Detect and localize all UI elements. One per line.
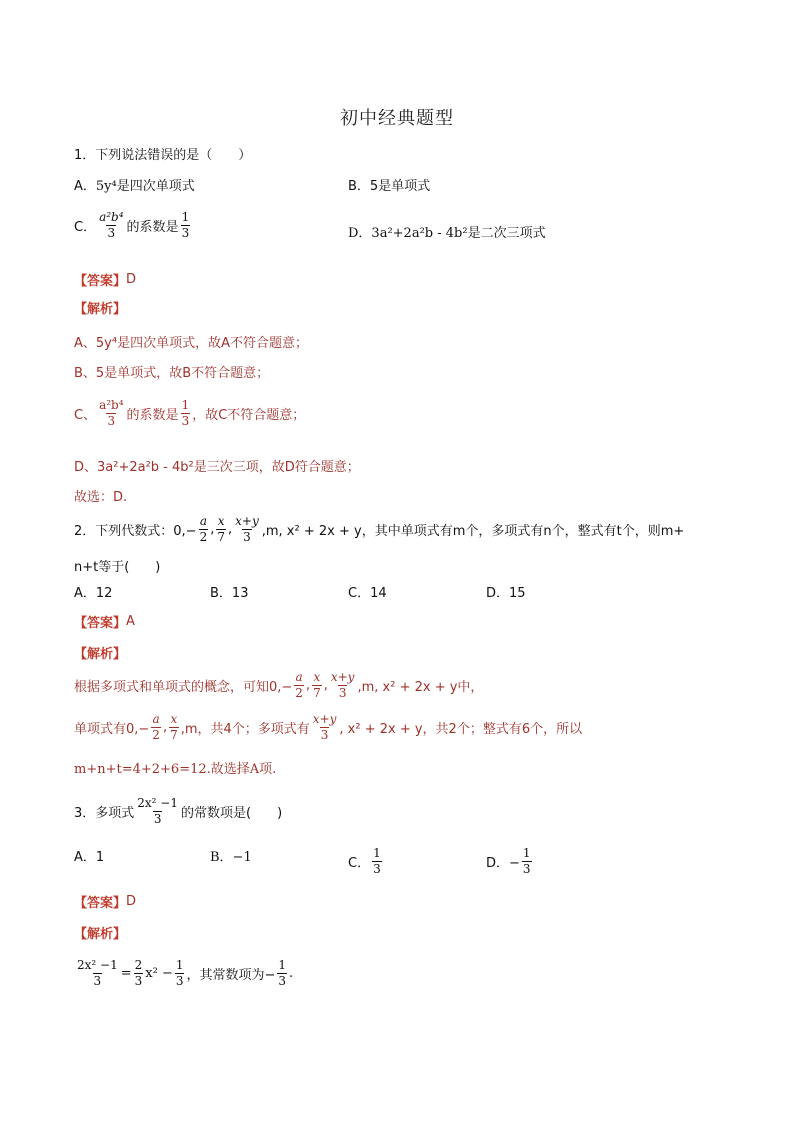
q1-option-a	[74, 175, 195, 194]
analysis-line: B、5是单项式，故B不符合题意；	[74, 366, 270, 381]
q2-analysis-3	[74, 758, 276, 777]
question-1-stem	[74, 144, 251, 163]
fraction-denominator: 3	[153, 812, 162, 826]
q1-conclusion	[74, 486, 127, 505]
question-2-text: ,m, x² + 2x + y，其中单项式有m个，多项式有n个，整式有t个，则m+	[261, 524, 685, 539]
fraction-numerator: x	[170, 712, 178, 726]
equals-sign: =	[120, 966, 132, 981]
q2-fraction	[234, 514, 260, 545]
question-3-stem	[74, 796, 282, 827]
fraction-numerator: a²b⁴	[99, 210, 124, 224]
q3-option-d-fraction	[522, 846, 532, 877]
q1-analysis-tag	[74, 298, 126, 317]
fraction-numerator: 1	[175, 958, 184, 972]
question-3-text: 的常数项是( )	[181, 806, 283, 821]
fraction-denominator: 3	[181, 226, 190, 240]
analysis-fraction	[181, 398, 191, 429]
q3-fraction	[136, 796, 179, 827]
q3-option-c-label: C．	[348, 856, 371, 871]
solution-fraction	[277, 958, 287, 989]
analysis-text: 的系数是	[126, 408, 179, 423]
analysis-text: ,m, x² + 2x + y中，	[357, 680, 484, 695]
fraction-numerator: a²b⁴	[99, 398, 124, 412]
answer-value: D	[126, 894, 137, 909]
question-1-text: 1．下列说法错误的是（ ）	[74, 148, 252, 163]
fraction-denominator: 3	[175, 974, 184, 988]
fraction-denominator: 3	[134, 974, 143, 988]
fraction-denominator: 7	[217, 530, 225, 544]
q2-option-d	[486, 582, 526, 601]
q3-option-b-text: B．−1	[210, 850, 252, 865]
analysis-text: , x² + 2x + y，共2个；整式有6个，所以	[339, 722, 583, 737]
analysis-fraction	[294, 670, 304, 701]
solution-fraction	[134, 958, 144, 989]
answer-tag: 【答案】	[74, 274, 127, 289]
question-2-stem: 2．下列代数式：0,− $\frac{a}{2}$ , $\frac{x}{7}$ , $\frac{x+y}{3}$ ,m, x² + 2x + y，其中单项式有m个，多项式有n个，整式有t个，则m+	[74, 514, 685, 544]
solution-term: x² −	[145, 966, 173, 981]
q1-answer	[74, 270, 136, 289]
q1-analysis-a	[74, 332, 308, 351]
q1-option-c-coef	[181, 210, 191, 241]
analysis-fraction	[312, 712, 338, 743]
answer-value: D	[126, 272, 137, 287]
q1-option-b-text: B．5是单项式	[348, 179, 431, 194]
fraction-denominator: 2	[295, 686, 303, 700]
fraction-numerator: 1	[522, 846, 531, 860]
q2-option-a-text: A．12	[74, 586, 113, 601]
q2-option-b-text: B．13	[210, 586, 249, 601]
fraction-numerator: a	[295, 670, 303, 684]
solution-fraction	[175, 958, 185, 989]
fraction-numerator: 1	[181, 398, 190, 412]
q1-option-c-label: C．	[74, 220, 97, 235]
fraction-denominator: 3	[320, 728, 329, 742]
analysis-tag: 【解析】	[74, 927, 127, 942]
analysis-line: A、5y⁴是四次单项式，故A不符合题意；	[74, 336, 308, 351]
q1-analysis-b	[74, 362, 269, 381]
q3-option-a-text: A．1	[74, 850, 105, 865]
analysis-text: ,m，共4个；多项式有	[180, 722, 310, 737]
fraction-denominator: 3	[107, 414, 116, 428]
q2-fraction	[199, 514, 209, 545]
question-2-stem-cont	[74, 556, 160, 575]
q1-option-c	[74, 210, 192, 241]
q1-option-a-label: A．	[74, 179, 96, 194]
fraction-numerator: 1	[181, 210, 190, 224]
q2-option-c-text: C．14	[348, 586, 387, 601]
q3-analysis-tag	[74, 923, 126, 942]
q2-option-c	[348, 582, 387, 601]
q3-solution	[74, 958, 293, 989]
q1-option-d-text: D．3a²+2a²b - 4b²是二次三项式	[348, 226, 546, 241]
analysis-tag: 【解析】	[74, 647, 127, 662]
analysis-tag: 【解析】	[74, 302, 127, 317]
q1-analysis-c	[74, 398, 305, 429]
analysis-line: D、3a²+2a²b - 4b²是三次三项，故D符合题意；	[74, 460, 360, 475]
solution-fraction	[76, 958, 119, 989]
analysis-line: m+n+t=4+2+6=12.故选择A项.	[74, 762, 277, 777]
q3-option-d	[486, 846, 534, 877]
analysis-text: ，故C不符合题意；	[192, 408, 306, 423]
q3-answer	[74, 892, 136, 911]
q3-option-d-label: D．−	[486, 856, 520, 871]
answer-value: A	[126, 614, 135, 629]
q1-option-c-fraction	[98, 210, 124, 241]
q3-option-a	[74, 846, 104, 865]
answer-tag: 【答案】	[74, 896, 127, 911]
q3-option-c	[348, 846, 384, 877]
q1-analysis-d	[74, 456, 360, 475]
analysis-text: 单项式有0,−	[74, 722, 150, 737]
q1-option-a-text: 5y⁴是四次单项式	[95, 179, 195, 194]
fraction-numerator: 2	[134, 958, 143, 972]
q2-option-b	[210, 582, 248, 601]
fraction-denominator: 2	[199, 530, 208, 544]
fraction-numerator: x	[217, 514, 225, 528]
analysis-fraction	[169, 712, 179, 743]
analysis-text: 根据多项式和单项式的概念，可知0,−	[74, 680, 293, 695]
q2-fraction	[216, 514, 226, 545]
q2-option-d-text: D．15	[486, 586, 526, 601]
analysis-fraction	[151, 712, 161, 743]
fraction-numerator: 1	[373, 846, 381, 860]
question-2-text: 2．下列代数式：0,−	[74, 524, 197, 539]
q1-option-d	[348, 222, 546, 241]
q2-analysis-1: 根据多项式和单项式的概念，可知0,− $\frac{a}{2}$ , $\frac{x}{7}$ , $\frac{x+y}{3}$ ,m, x² + 2x + y中，	[74, 670, 484, 700]
fraction-denominator: 3	[107, 226, 116, 240]
fraction-denominator: 7	[313, 686, 321, 700]
analysis-fraction	[312, 670, 322, 701]
solution-end: .	[289, 966, 294, 981]
question-2-text: n+t等于( )	[74, 560, 161, 575]
fraction-numerator: a	[199, 514, 207, 528]
analysis-prefix: C、	[74, 408, 97, 423]
fraction-numerator: a	[152, 712, 160, 726]
fraction-numerator: 2x² −1	[77, 958, 118, 972]
q1-option-b	[348, 175, 430, 194]
fraction-numerator: 1	[278, 958, 287, 972]
fraction-numerator: x	[313, 670, 321, 684]
q2-analysis-tag	[74, 643, 126, 662]
analysis-line: 故选：D.	[74, 490, 128, 505]
q2-option-a	[74, 582, 112, 601]
analysis-fraction	[330, 670, 356, 701]
q3-option-b	[210, 846, 252, 865]
q1-option-c-text: 的系数是	[126, 220, 179, 235]
analysis-fraction	[98, 398, 124, 429]
fraction-denominator: 3	[278, 974, 287, 988]
page-title: 初中经典题型	[340, 108, 454, 129]
fraction-numerator: x+y	[312, 712, 337, 726]
fraction-numerator: x+y	[330, 670, 355, 684]
q2-analysis-2: 单项式有0,− $\frac{a}{2}$ , $\frac{x}{7}$ ,m，共4个；多项式有 $\frac{x+y}{3}$ , x² + 2x + y，共2个；整式有6个，所以	[74, 712, 583, 742]
fraction-denominator: 3	[522, 862, 531, 876]
q2-answer	[74, 612, 135, 631]
fraction-denominator: 3	[373, 862, 381, 876]
fraction-denominator: 7	[170, 728, 178, 742]
fraction-denominator: 2	[152, 728, 160, 742]
answer-tag: 【答案】	[74, 616, 127, 631]
fraction-denominator: 3	[181, 414, 190, 428]
fraction-denominator: 3	[243, 530, 251, 544]
fraction-denominator: 3	[93, 974, 102, 988]
fraction-numerator: x+y	[235, 514, 259, 528]
question-3-text: 3．多项式	[74, 806, 135, 821]
fraction-denominator: 3	[338, 686, 347, 700]
fraction-numerator: 2x² −1	[137, 796, 178, 810]
q3-option-c-fraction	[372, 846, 382, 877]
solution-text: ，其常数项为−	[186, 968, 276, 983]
